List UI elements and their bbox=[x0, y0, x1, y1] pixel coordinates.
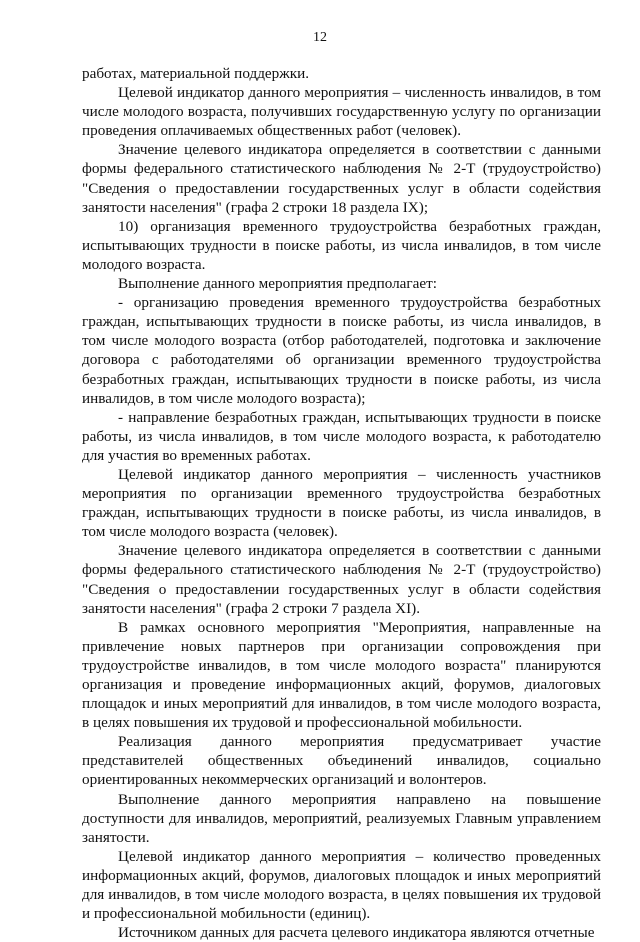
list-item: - направление безработных граждан, испытывающих трудности в поиске работы, из числа инвалидов, в том числе молодого возраста, к работодателю для участия во временных работах. bbox=[82, 408, 601, 464]
paragraph: Значение целевого индикатора определяется в соответствии с данными формы федерального статистического наблюдения № 2-Т (трудоустройство) "Сведения о предоставлении государственных услуг в области содействия занятости населения" (графа 2 строки 7 раздела XI). bbox=[82, 542, 601, 617]
paragraph: Значение целевого индикатора определяется в соответствии с данными формы федерального статистического наблюдения № 2-Т (трудоустройство) "Сведения о предоставлении государственных услуг в области содействия занятости населения" (графа 2 строки 18 раздела IX); bbox=[82, 141, 601, 216]
list-item: - организацию проведения временного трудоустройства безработных граждан, испытывающих трудности в поиске работы, из числа инвалидов, в том числе молодого возраста (отбор работодателей, подготовка и заключение договора с работодателями об организации временного трудоустройства безработных граждан, испытывающих трудности в поиске работы, из числа инвалидов, в том числе молодого возраста); bbox=[82, 294, 601, 407]
paragraph: Целевой индикатор данного мероприятия – численность участников мероприятия по организации временного трудоустройства безработных граждан, испытывающих трудности в поиске работы, из числа инвалидов, в том числе молодого возраста (человек). bbox=[82, 465, 601, 541]
paragraph: В рамках основного мероприятия "Мероприятия, направленные на привлечение новых партнеров при организации сопровождения при трудоустройстве инвалидов, в том числе молодого возраста" планируются организация и проведение информационных акций, форумов, диалоговых площадок и иных мероприятий для инвалидов, в том числе молодого возраста, в целях повышения их трудовой и профессиональной мобильности. bbox=[82, 618, 601, 732]
paragraph: Целевой индикатор данного мероприятия – численность инвалидов, в том числе молодого возраста, получивших государственную услугу по организации проведения оплачиваемых общественных работ (человек). bbox=[82, 84, 601, 140]
paragraph: Целевой индикатор данного мероприятия – количество проведенных информационных акций, форумов, диалоговых площадок и иных мероприятий для инвалидов, в том числе молодого возраста, в целях повышения их трудовой и профессиональной мобильности (единиц). bbox=[82, 847, 601, 923]
paragraph: Реализация данного мероприятия предусматривает участие представителей общественных объединений инвалидов, социально ориентированных некоммерческих организаций и волонтеров. bbox=[82, 733, 601, 789]
paragraph: работах, материальной поддержки. bbox=[82, 65, 310, 82]
paragraph: Выполнение данного мероприятия предполагает: bbox=[118, 275, 437, 293]
paragraph: 10) организация временного трудоустройства безработных граждан, испытывающих трудности в поиске работы, из числа инвалидов, в том числе молодого возраста. bbox=[82, 217, 601, 273]
paragraph: Источником данных для расчета целевого индикатора являются отчетные bbox=[118, 924, 595, 942]
document-body bbox=[82, 64, 601, 942]
paragraph: Выполнение данного мероприятия направлено на повышение доступности для инвалидов, мероприятий, реализуемых Главным управлением занятости. bbox=[82, 790, 601, 846]
page-number: 12 bbox=[313, 30, 327, 45]
